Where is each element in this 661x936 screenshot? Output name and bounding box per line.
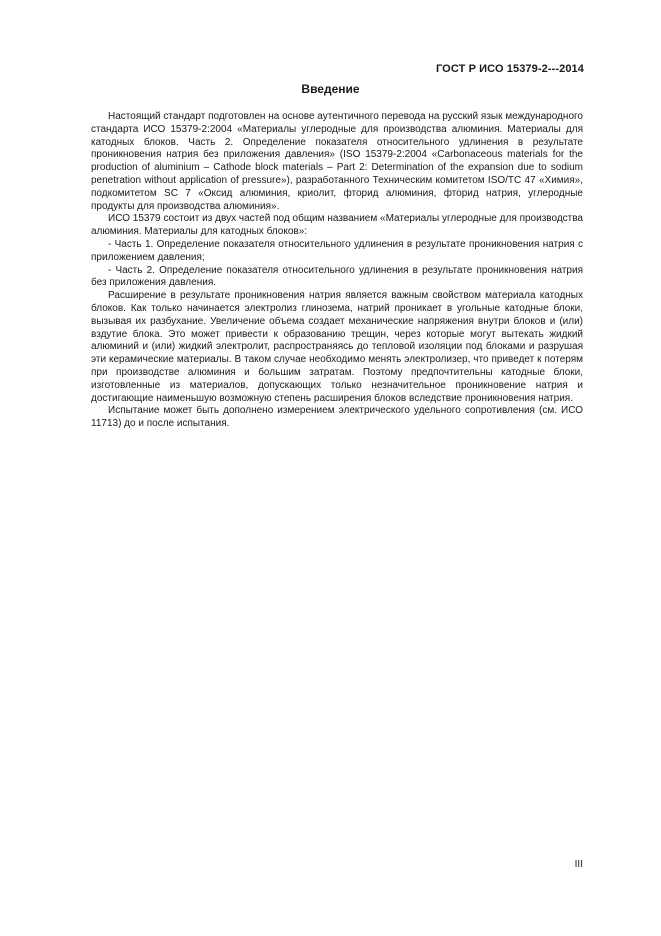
introduction-text xyxy=(91,111,583,431)
paragraph: ИСО 15379 состоит из двух частей под общим названием «Материалы углеродные для производства алюминия. Материалы для катодных блоков»: xyxy=(91,213,583,238)
paragraph: Расширение в результате проникновения натрия является важным свойством материала катодных блоков. Как только начинается электролиз глинозема, натрий проникает в угольные катодные блоки, вызывая их разбухание. Увеличение объема создает механические напряжения внутри блоков и (или) вздутие блока. Это может привести к образованию трещин, через которые могут вытекать жидкий алюминий и (или) жидкий электролит, распространяясь до тепловой изоляции под блоками и разрушая эти керамические материалы. В таком случае необходимо менять электролизер, что приведет к потерям при производстве алюминия и большим затратам. Поэтому предпочтительны катодные блоки, изготовленные из материалов, допускающих только незначительное проникновение натрия и достигающие наименьшую возможную степень расширения блоков вследствие проникновения натрия. xyxy=(91,290,583,404)
paragraph: Настоящий стандарт подготовлен на основе аутентичного перевода на русский язык международного стандарта ИСО 15379-2:2004 «Материалы углеродные для производства алюминия. Материалы для катодных блоков. Часть 2. Определение показателя относительного удлинения в результате проникновения натрия без приложения давления» (ISO 15379-2:2004 «Carbonaceous materials for the production of aluminium – Cathode block materials – Part 2: Determination of the expansion due to sodium penetration without application of pressure»), разработанного Техническим комитетом ISO/TC 47 «Химия», подкомитетом SC 7 «Оксид алюминия, криолит, фторид алюминия, фторид натрия, углеродные продукты для производства алюминия». xyxy=(91,111,583,212)
list-item: - Часть 1. Определение показателя относительного удлинения в результате проникновения натрия с приложением давления; xyxy=(91,238,583,263)
page-number: III xyxy=(574,859,583,870)
page-title: Введение xyxy=(301,82,360,96)
list-item: - Часть 2. Определение показателя относительного удлинения в результате проникновения натрия без приложения давления. xyxy=(91,264,583,289)
document-code: ГОСТ Р ИСО 15379-2---2014 xyxy=(435,63,584,75)
paragraph: Испытание может быть дополнено измерением электрического удельного сопротивления (см. ИСО 11713) до и после испытания. xyxy=(91,405,583,430)
